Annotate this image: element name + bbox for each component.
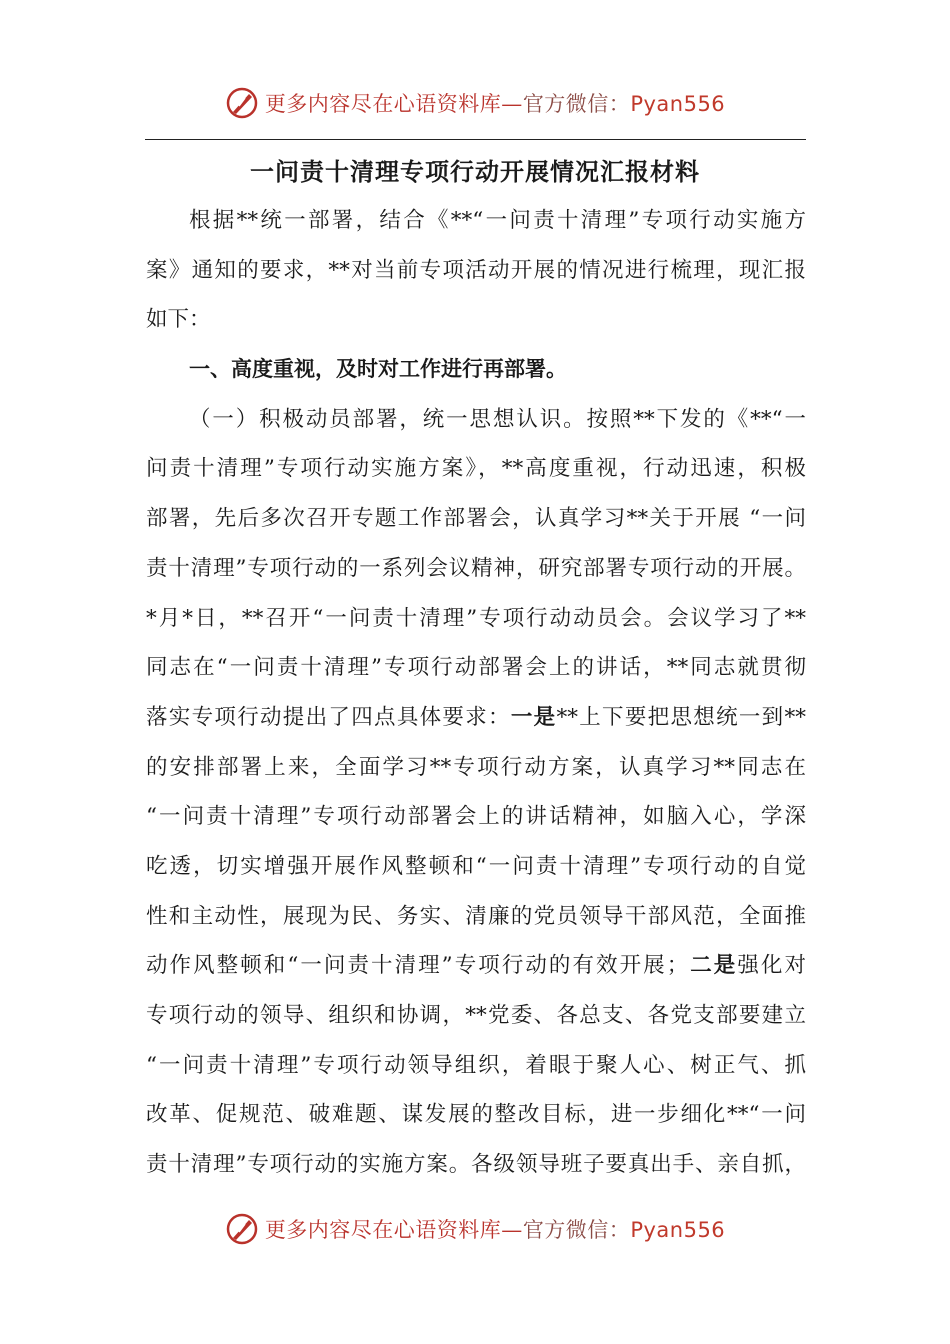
- banner-text: 更多内容尽在心语资料库—官方微信：Pyan556: [264, 92, 726, 116]
- paragraph-line: 性和主动性，展现为民、务实、清廉的党员领导干部风范，全面推: [146, 903, 806, 929]
- paragraph-line: 同志在“一问责十清理”专项行动部署会上的讲话，**同志就贯彻: [146, 655, 806, 681]
- paragraph-line: 根据**统一部署，结合《**“一问责十清理”专项行动实施方: [189, 208, 806, 233]
- document-body: [146, 196, 806, 1190]
- paragraph-line: 部署，先后多次召开专题工作部署会，认真学习**关于开展 “一问: [146, 506, 806, 532]
- paragraph-line: “一问责十清理”专项行动领导组织，着眼于聚人心、树正气、抓: [146, 1052, 806, 1078]
- header-banner: [0, 83, 950, 123]
- banner-text: 更多内容尽在心语资料库—官方微信：Pyan556: [264, 1218, 726, 1242]
- paragraph-line: 专项行动的领导、组织和协调，**党委、各总支、各党支部要建立: [146, 1003, 806, 1028]
- section-heading: 一、高度重视，及时对工作进行再部署。: [189, 357, 567, 382]
- paragraph-line: 责十清理”专项行动的一系列会议精神，研究部署专项行动的开展。: [146, 555, 806, 581]
- quill-logo-icon: [225, 86, 259, 120]
- paragraph-line: 如下：: [146, 307, 211, 333]
- paragraph-line: 动作风整顿和“一问责十清理”专项行动的有效开展；二是强化对: [146, 953, 806, 979]
- document-title: 一问责十清理专项行动开展情况汇报材料: [250, 158, 700, 186]
- emphasis-yishi: 一是: [510, 704, 557, 730]
- paragraph-line: 问责十清理”专项行动实施方案》，**高度重视，行动迅速，积极: [146, 456, 806, 482]
- emphasis-ershi: 二是: [688, 953, 738, 979]
- paragraph-line: （一）积极动员部署，统一思想认识。按照**下发的《**“一: [189, 406, 806, 432]
- paragraph-line: 落实专项行动提出了四点具体要求：一是**上下要把思想统一到**: [146, 704, 806, 730]
- paragraph-line: 责十清理”专项行动的实施方案。各级领导班子要真出手、亲自抓，: [146, 1152, 806, 1178]
- quill-logo-icon: [225, 1212, 259, 1246]
- paragraph-line: 的安排部署上来，全面学习**专项行动方案，认真学习**同志在: [146, 754, 806, 780]
- paragraph-line: *月*日，**召开“一问责十清理”专项行动动员会。会议学习了**: [146, 605, 806, 631]
- paragraph-line: “一问责十清理”专项行动部署会上的讲话精神，如脑入心，学深: [146, 804, 806, 830]
- header-rule: [145, 139, 806, 140]
- paragraph-line: 案》通知的要求，**对当前专项活动开展的情况进行梳理，现汇报: [146, 257, 806, 283]
- paragraph-line: 吃透，切实增强开展作风整顿和“一问责十清理”专项行动的自觉: [146, 853, 806, 879]
- paragraph-line: 改革、促规范、破难题、谋发展的整改目标，进一步细化**“一问: [146, 1102, 806, 1128]
- footer-banner: [0, 1209, 950, 1249]
